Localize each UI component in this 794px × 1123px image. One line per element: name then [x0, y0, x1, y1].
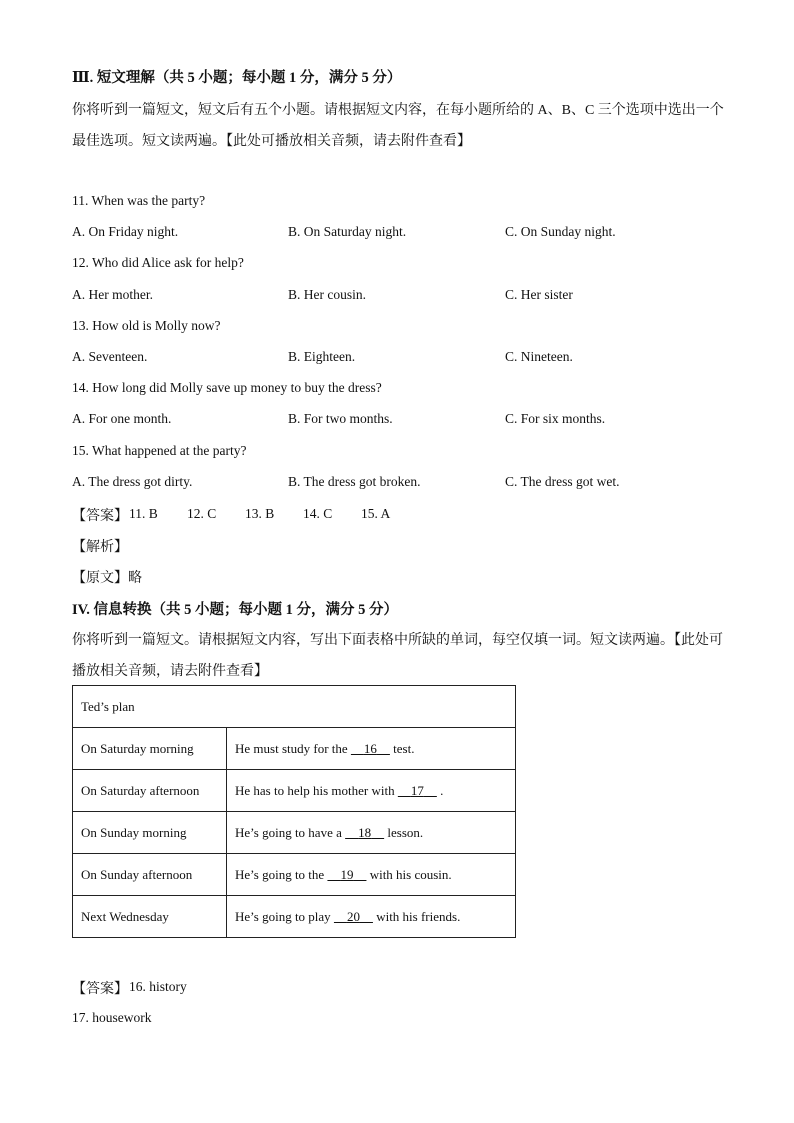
answer-label: 【答案】: [72, 509, 128, 524]
q14-option-b: B. For two months.: [288, 411, 393, 426]
answer-15: 15. A: [361, 506, 391, 521]
section-4-answer-label: 【答案】: [72, 982, 128, 997]
plan-activity: [227, 896, 516, 938]
blank-18: [345, 825, 384, 840]
question-11: 11. When was the party?: [72, 193, 206, 208]
blank-20: [334, 909, 373, 924]
answer-17: 17. housework: [72, 1010, 152, 1025]
blank-number: 16: [363, 740, 377, 756]
activity-text-post: with his cousin.: [366, 866, 452, 882]
blank-17: [398, 783, 437, 798]
section-3-instruction-line1: 你将听到一篇短文，短文后有五个小题。请根据短文内容，在每小题所给的 A、B、C 三个选项中选出一个: [72, 103, 724, 118]
plan-time: On Saturday afternoon: [73, 770, 227, 812]
question-15: 15. What happened at the party?: [72, 443, 247, 458]
activity-text-pre: He has to help his mother with: [235, 782, 398, 798]
q11-option-c: C. On Sunday night.: [505, 224, 616, 239]
activity-text-post: with his friends.: [372, 908, 461, 924]
plan-activity: [227, 728, 516, 770]
q14-option-a: A. For one month.: [72, 411, 172, 426]
question-14: 14. How long did Molly save up money to buy the dress?: [72, 380, 382, 395]
plan-time: Next Wednesday: [73, 896, 227, 938]
q12-option-c: C. Her sister: [505, 287, 573, 302]
table-row: [73, 896, 516, 938]
table-title-row: [73, 686, 516, 728]
activity-text-post: lesson.: [384, 824, 424, 840]
original-text: 略: [128, 571, 142, 586]
q13-option-b: B. Eighteen.: [288, 349, 356, 364]
activity-text-post: test.: [389, 740, 415, 756]
analysis-label: 【解析】: [72, 540, 128, 555]
blank-number: 17: [410, 782, 424, 798]
section-3-instruction-line2: 最佳选项。短文读两遍。【此处可播放相关音频，请去附件查看】: [72, 134, 471, 149]
q13-option-c: C. Nineteen.: [505, 349, 573, 364]
plan-activity: [227, 770, 516, 812]
answer-11: 11. B: [129, 506, 158, 521]
plan-activity: [227, 812, 516, 854]
plan-time: On Saturday morning: [73, 728, 227, 770]
activity-text-pre: He must study for the: [235, 740, 351, 756]
q11-option-a: A. On Friday night.: [72, 224, 179, 239]
answer-12: 12. C: [187, 506, 217, 521]
teds-plan-table: [72, 685, 516, 938]
table-row: [73, 812, 516, 854]
activity-text-post: .: [436, 782, 444, 798]
blank-16: [351, 741, 390, 756]
q12-option-b: B. Her cousin.: [288, 287, 366, 302]
section-3-title: Ⅲ. 短文理解（共 5 小题；每小题 1 分，满分 5 分）: [72, 70, 402, 86]
section-4-instruction-line1: 你将听到一篇短文。请根据短文内容，写出下面表格中所缺的单词，每空仅填一词。短文读两遍。【此处可: [72, 633, 723, 648]
question-13: 13. How old is Molly now?: [72, 318, 221, 333]
table-row: [73, 770, 516, 812]
blank-number: 19: [340, 866, 354, 882]
q15-option-c: C. The dress got wet.: [505, 474, 620, 489]
original-label: 【原文】: [72, 571, 128, 586]
q13-option-a: A. Seventeen.: [72, 349, 148, 364]
blank-number: 18: [358, 824, 372, 840]
q15-option-a: A. The dress got dirty.: [72, 474, 193, 489]
q12-option-a: A. Her mother.: [72, 287, 153, 302]
answer-13: 13. B: [245, 506, 275, 521]
plan-activity: [227, 854, 516, 896]
activity-text-pre: He’s going to the: [235, 866, 328, 882]
activity-text-pre: He’s going to play: [235, 908, 334, 924]
answer-16: 16. history: [129, 979, 187, 994]
table-row: [73, 854, 516, 896]
plan-time: On Sunday afternoon: [73, 854, 227, 896]
blank-19: [327, 867, 366, 882]
section-4-title: IV. 信息转换（共 5 小题；每小题 1 分，满分 5 分）: [72, 602, 398, 618]
answer-14: 14. C: [303, 506, 333, 521]
q15-option-b: B. The dress got broken.: [288, 474, 421, 489]
activity-text-pre: He’s going to have a: [235, 824, 346, 840]
plan-time: On Sunday morning: [73, 812, 227, 854]
question-12: 12. Who did Alice ask for help?: [72, 255, 244, 270]
q11-option-b: B. On Saturday night.: [288, 224, 407, 239]
section-4-instruction-line2: 播放相关音频，请去附件查看】: [72, 664, 268, 679]
q14-option-c: C. For six months.: [505, 411, 606, 426]
table-row: [73, 728, 516, 770]
blank-number: 20: [346, 908, 360, 924]
table-title: Ted’s plan: [73, 686, 516, 728]
